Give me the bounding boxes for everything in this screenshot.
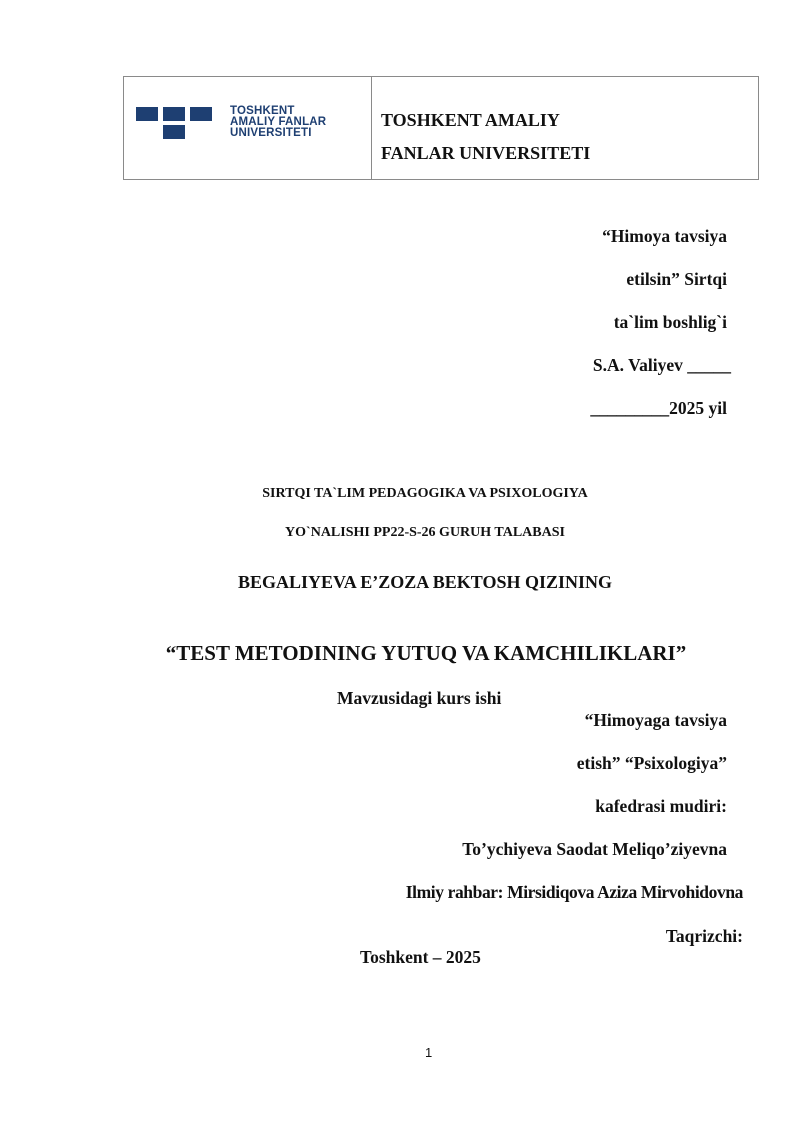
university-logo-icon	[136, 107, 212, 139]
approval-top-line-3: ta`lim boshlig`i	[613, 312, 727, 332]
approval-bottom-line-2: etish” “Psixologiya”	[576, 753, 727, 773]
student-name: BEGALIYEVA E’ZOZA BEKTOSH QIZINING	[238, 572, 612, 592]
university-name-line-1: TOSHKENT AMALIY	[381, 110, 560, 130]
logo-line-3: UNIVERSITETI	[230, 127, 312, 139]
course-work-subtitle: Mavzusidagi kurs ishi	[337, 688, 502, 708]
approval-top-line-4: S.A. Valiyev _____	[592, 355, 731, 375]
logo-wordmark	[230, 106, 326, 139]
student-info-line-1: SIRTQI TA`LIM PEDAGOGIKA VA PSIXOLOGIYA	[262, 486, 588, 501]
approval-bottom-line-3: kafedrasi mudiri:	[595, 796, 727, 816]
approval-bottom-line-1: “Himoyaga tavsiya	[584, 710, 727, 730]
department-head-name: To’ychiyeva Saodat Meliqo’ziyevna	[462, 839, 727, 859]
student-info-line-2: YO`NALISHI PP22-S-26 GURUH TALABASI	[285, 525, 565, 540]
logo-line-1: TOSHKENT	[230, 105, 295, 117]
university-name-line-2: FANLAR UNIVERSITETI	[381, 143, 591, 163]
scientific-advisor: Ilmiy rahbar: Mirsidiqova Aziza Mirvohidovna	[405, 882, 743, 902]
header-table	[123, 76, 759, 180]
course-work-title: “TEST METODINING YUTUQ VA KAMCHILIKLARI”	[165, 641, 687, 665]
approval-top-line-2: etilsin” Sirtqi	[626, 269, 727, 289]
header-divider	[371, 77, 372, 179]
reviewer-label: Taqrizchi:	[665, 926, 743, 946]
logo-line-2: AMALIY FANLAR	[230, 116, 327, 128]
approval-top-line-1: “Himoya tavsiya	[602, 226, 727, 246]
approval-top-line-5: _________2025 yil	[590, 398, 727, 418]
place-and-year: Toshkent – 2025	[360, 947, 481, 967]
page-number: 1	[425, 1045, 433, 1060]
